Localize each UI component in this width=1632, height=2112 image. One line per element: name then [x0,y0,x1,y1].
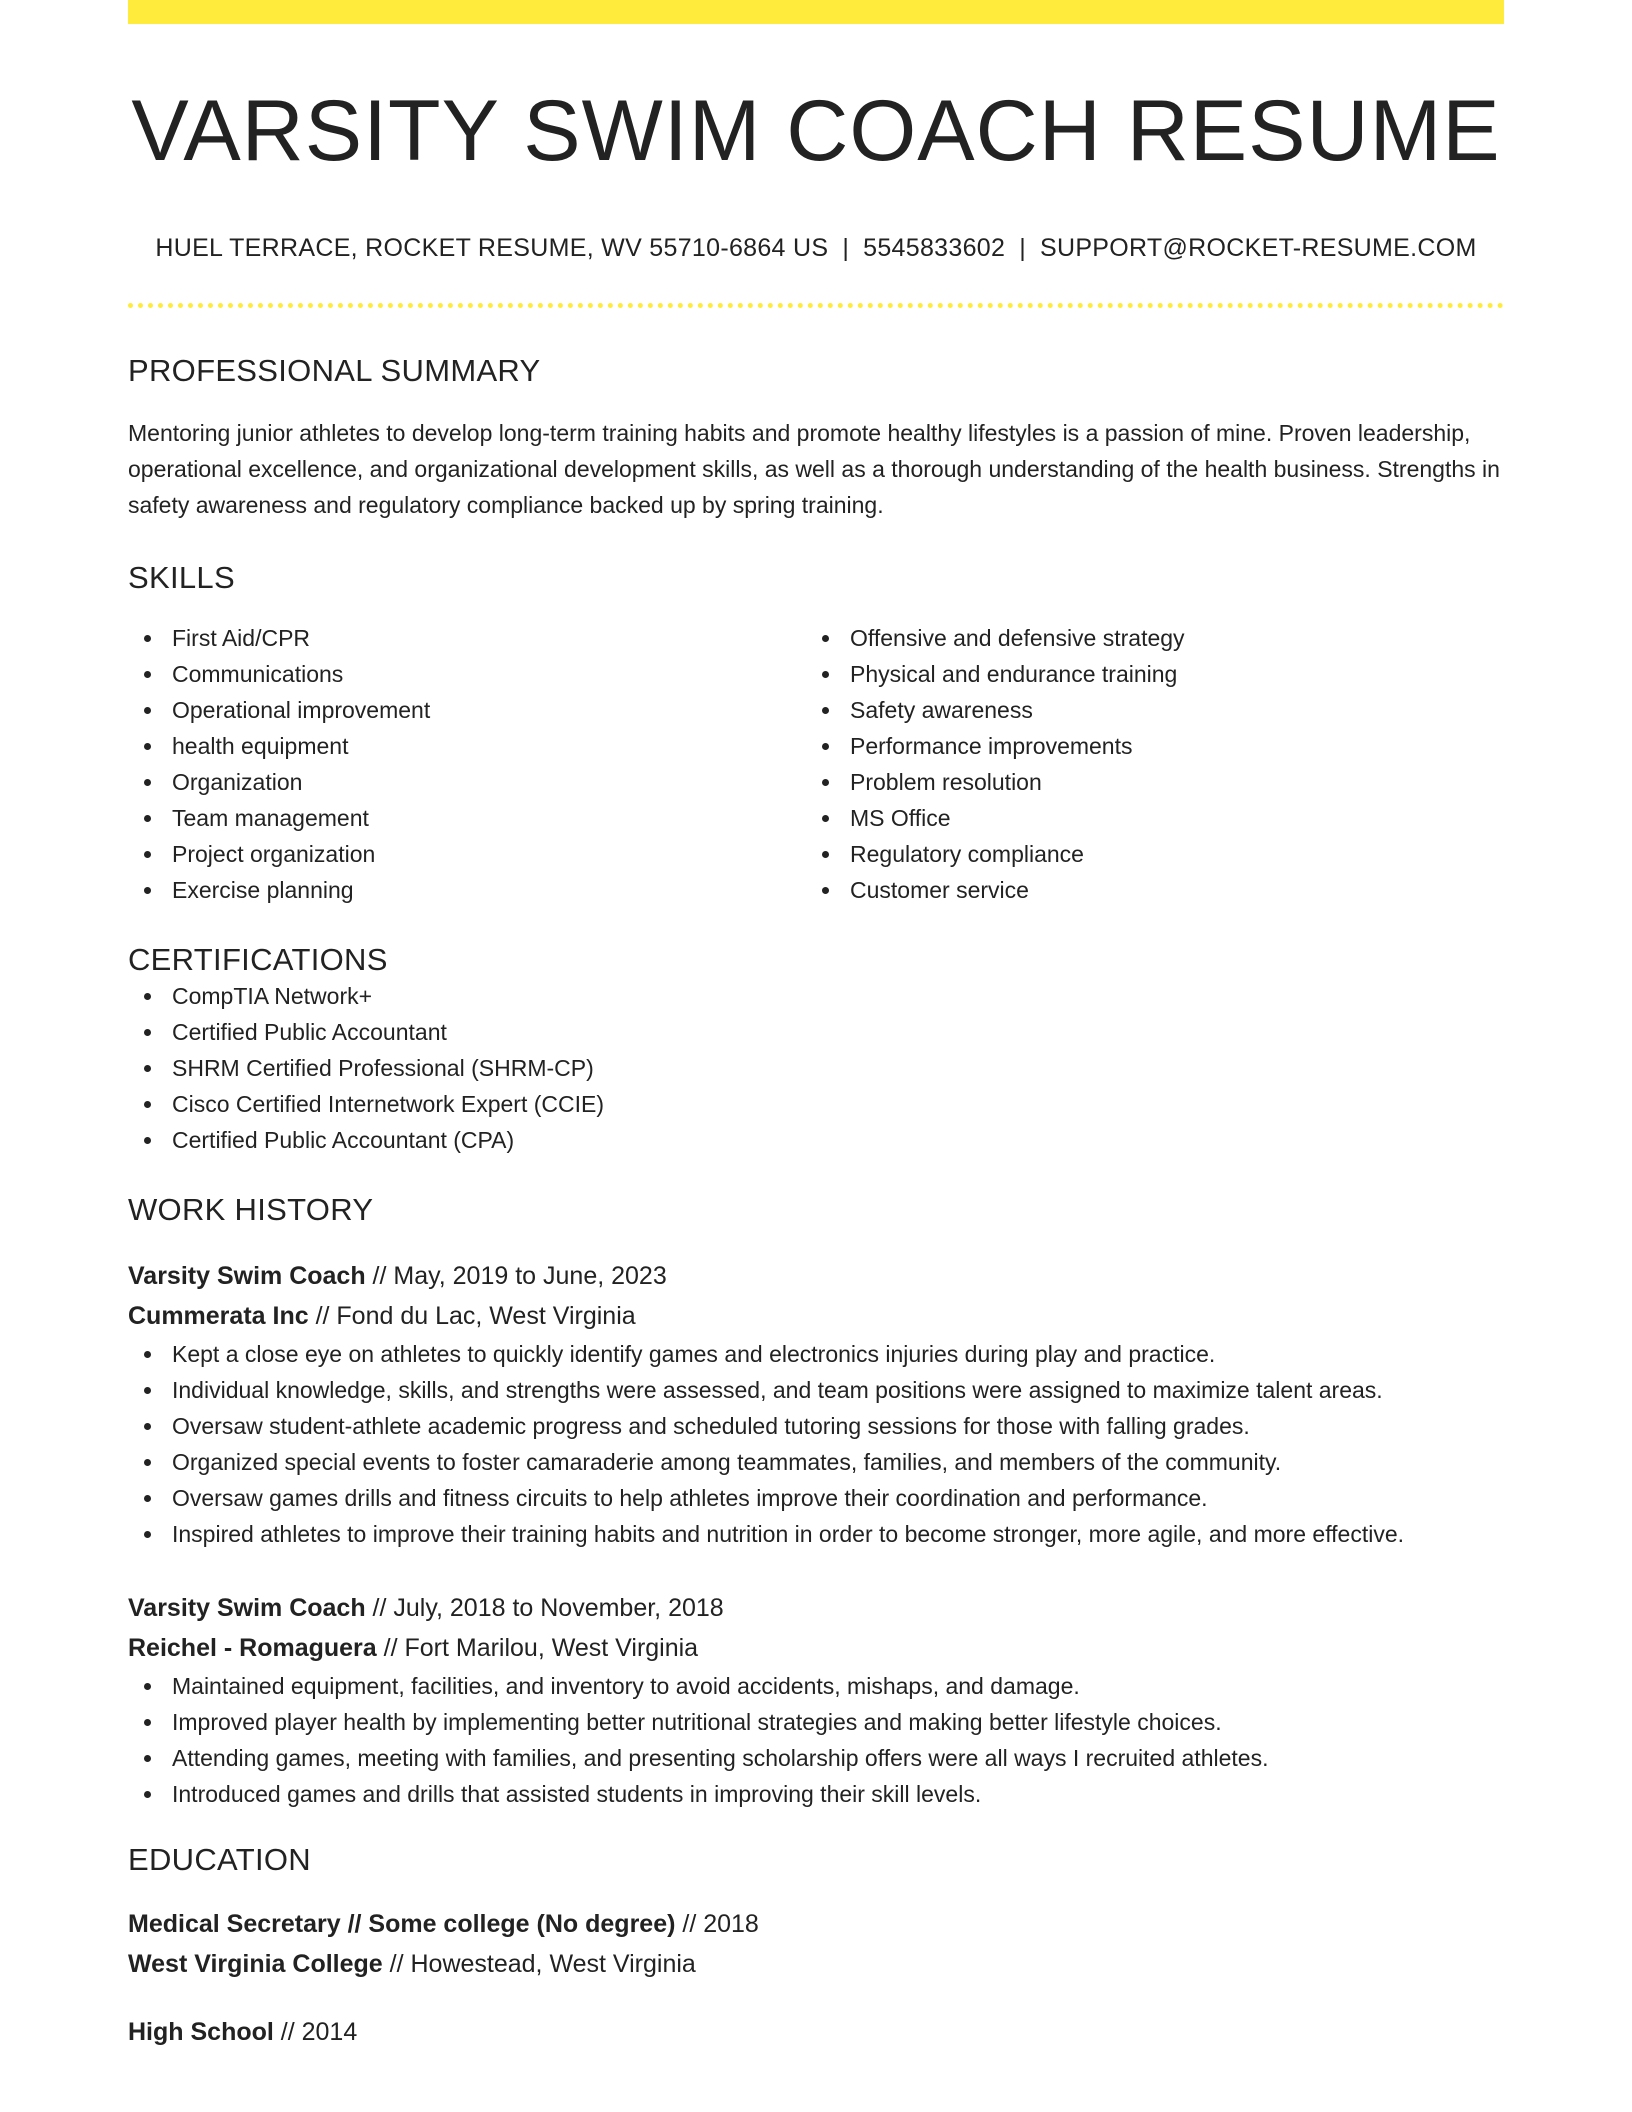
skills-list-right [806,620,1504,908]
education-school: West Virginia College [128,1949,383,1978]
job-title: Varsity Swim Coach [128,1261,366,1290]
contact-separator: | [842,233,850,262]
education-heading: EDUCATION [128,1841,311,1877]
job-bullet: Improved player health by implementing better nutritional strategies and making better lifestyle choices. [128,1704,1504,1740]
contact-line [128,234,1504,263]
job-entry [128,1256,1504,1552]
education-school-line [128,1944,1504,1984]
job-bullets [128,1668,1504,1812]
job-bullet: Attending games, meeting with families, and presenting scholarship offers were all ways I recruited athletes. [128,1740,1504,1776]
job-company: Cummerata Inc [128,1301,309,1330]
skills-column-left [128,620,806,908]
job-bullet: Oversaw student-athlete academic progress and scheduled tutoring sessions for those with falling grades. [128,1408,1504,1444]
education-year: // 2018 [675,1909,759,1938]
certification-item: Cisco Certified Internetwork Expert (CCIE) [128,1086,1504,1122]
job-bullets [128,1336,1504,1552]
certification-item: SHRM Certified Professional (SHRM-CP) [128,1050,1504,1086]
job-bullet: Introduced games and drills that assisted students in improving their skill levels. [128,1776,1504,1812]
job-title-line [128,1256,1504,1296]
skill-item: Performance improvements [806,728,1504,764]
resume-page [128,0,1504,2052]
summary-heading: PROFESSIONAL SUMMARY [128,352,541,388]
skill-item: First Aid/CPR [128,620,806,656]
skill-item: health equipment [128,728,806,764]
job-bullet: Inspired athletes to improve their training habits and nutrition in order to become stronger, more agile, and more effective. [128,1516,1504,1552]
certifications-heading: CERTIFICATIONS [128,941,388,977]
certification-item: CompTIA Network+ [128,978,1504,1014]
skill-item: Physical and endurance training [806,656,1504,692]
education-degree: High School [128,2017,274,2046]
education-location: // Howestead, West Virginia [382,1949,696,1978]
header-divider [128,303,1504,308]
job-bullet: Kept a close eye on athletes to quickly identify games and electronics injuries during play and practice. [128,1336,1504,1372]
education-year: // 2014 [273,2017,358,2046]
certifications-list [128,978,1504,1158]
skills-list-left [128,620,806,908]
job-bullet: Organized special events to foster camaraderie among teammates, families, and members of the community. [128,1444,1504,1480]
education-entry [128,2012,1504,2052]
resume-title: VARSITY SWIM COACH RESUME [131,83,1501,179]
skills-heading: SKILLS [128,559,235,595]
certification-item: Certified Public Accountant (CPA) [128,1122,1504,1158]
accent-top-bar [128,0,1504,24]
contact-email: SUPPORT@ROCKET-RESUME.COM [1039,233,1477,262]
summary-text: Mentoring junior athletes to develop long-term training habits and promote healthy lifestyles is a passion of mine. Proven leadership, operational excellence, and organizational development skills, as well as a thorough understanding of the health business. Strengths in safety awareness and regulatory compliance backed up by spring training. [128,419,1500,518]
skill-item: Customer service [806,872,1504,908]
skill-item: Communications [128,656,806,692]
job-bullet: Maintained equipment, facilities, and inventory to avoid accidents, mishaps, and damage. [128,1668,1504,1704]
certification-item: Certified Public Accountant [128,1014,1504,1050]
skill-item: MS Office [806,800,1504,836]
contact-phone: 5545833602 [863,233,1006,262]
skill-item: Project organization [128,836,806,872]
contact-separator: | [1019,233,1026,262]
skill-item: Regulatory compliance [806,836,1504,872]
skill-item: Exercise planning [128,872,806,908]
skill-item: Offensive and defensive strategy [806,620,1504,656]
skill-item: Organization [128,764,806,800]
job-company-line [128,1296,1504,1336]
education-degree-line [128,2012,1504,2052]
job-title-line [128,1588,1504,1628]
job-company: Reichel - Romaguera [128,1633,377,1662]
skill-item: Team management [128,800,806,836]
job-title: Varsity Swim Coach [128,1593,366,1622]
education-entry [128,1904,1504,1984]
job-dates: // May, 2019 to June, 2023 [365,1261,667,1290]
skills-grid [128,620,1504,908]
job-location: // Fond du Lac, West Virginia [308,1301,636,1330]
work-history-heading: WORK HISTORY [128,1191,374,1227]
job-company-line [128,1628,1504,1668]
education-degree: Medical Secretary // Some college (No degree) [128,1909,676,1938]
skill-item: Operational improvement [128,692,806,728]
job-dates: // July, 2018 to November, 2018 [365,1593,724,1622]
job-entry [128,1588,1504,1812]
skill-item: Problem resolution [806,764,1504,800]
job-bullet: Oversaw games drills and fitness circuits to help athletes improve their coordination and performance. [128,1480,1504,1516]
job-location: // Fort Marilou, West Virginia [376,1633,699,1662]
skill-item: Safety awareness [806,692,1504,728]
skills-column-right [806,620,1504,908]
job-bullet: Individual knowledge, skills, and strengths were assessed, and team positions were assigned to maximize talent areas. [128,1372,1504,1408]
contact-address: HUEL TERRACE, ROCKET RESUME, WV 55710-6864 US [155,233,829,262]
education-degree-line [128,1904,1504,1944]
